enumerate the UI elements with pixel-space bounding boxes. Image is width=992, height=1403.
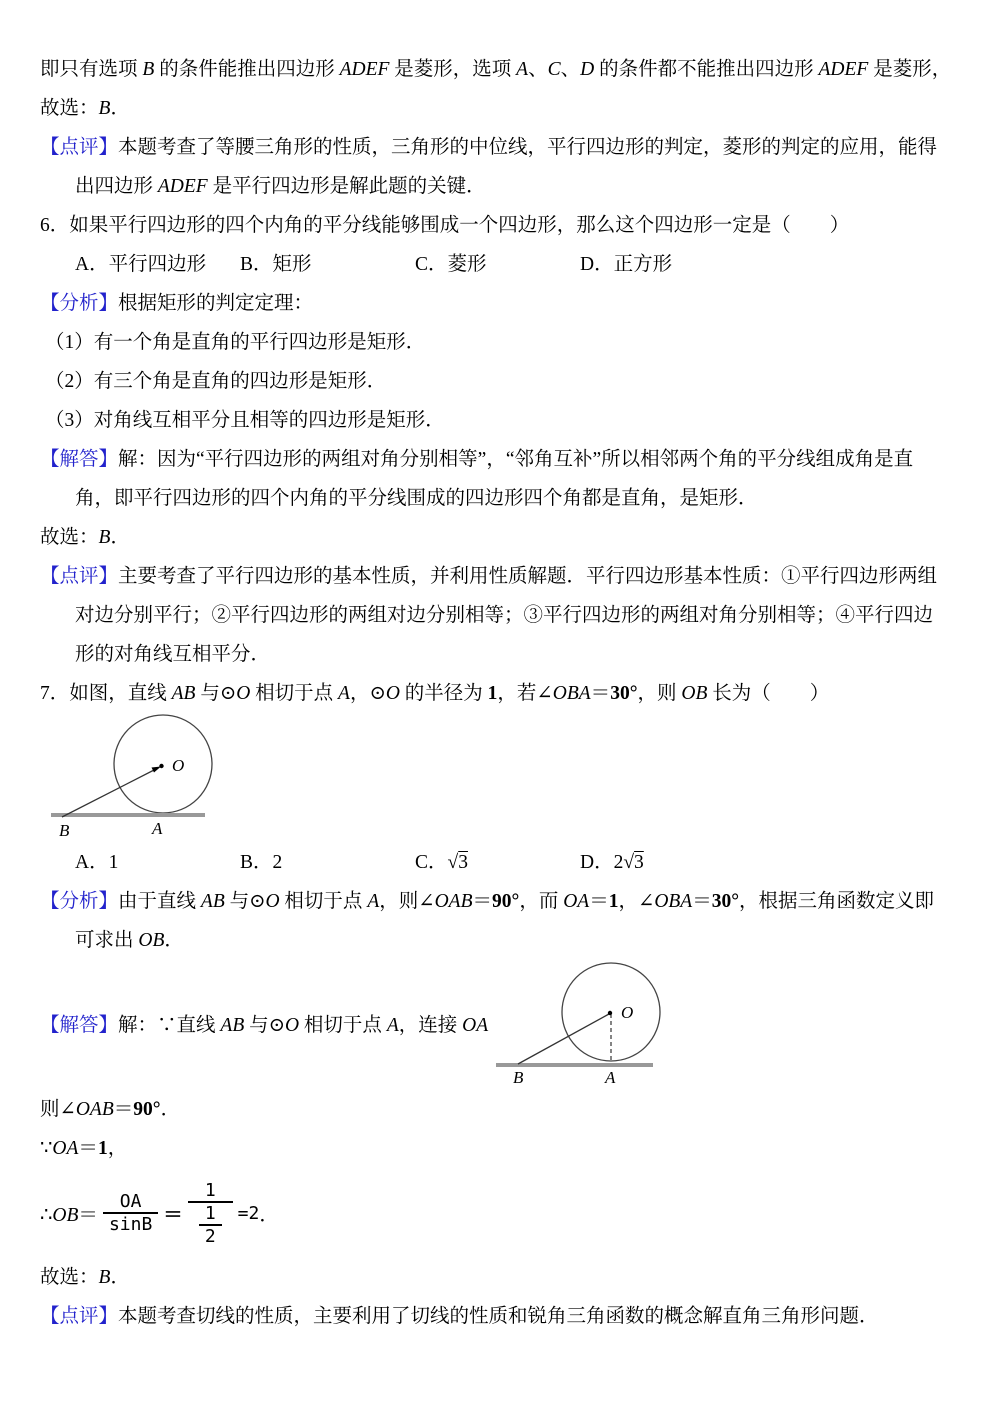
solution-row-q7	[40, 960, 952, 1090]
text-run: ，连接	[398, 1014, 463, 1036]
text-run: OA	[462, 1014, 489, 1036]
text-run: B．2	[240, 852, 283, 873]
text-run: 30°	[610, 683, 638, 704]
text-run: 本题考查切线的性质，主要利用了切线的性质和锐角三角函数的概念解直角三角形问题．	[118, 1306, 879, 1327]
text-run: 、	[528, 59, 548, 80]
analysis-item-1	[45, 323, 952, 362]
section-label: 【点评】	[40, 566, 119, 587]
comment-paragraph-q5	[40, 128, 952, 206]
center-dot	[159, 764, 163, 768]
text-run: OB	[52, 1205, 79, 1226]
text-run: OBA	[552, 683, 591, 704]
text-run: ＝	[113, 1099, 134, 1120]
formula-ob	[40, 1168, 952, 1258]
equals-sign: ＝	[163, 1205, 183, 1226]
text-run: 7．如图，直线	[40, 683, 172, 704]
text-run: 是菱形，	[868, 59, 952, 80]
text-run: 3	[458, 852, 468, 873]
analysis-paragraph-q7	[40, 882, 952, 960]
comment-paragraph-q6	[40, 557, 952, 674]
text-run: OAB	[434, 891, 473, 912]
answer-line-q7	[40, 1258, 952, 1297]
text-run: OB	[138, 930, 165, 951]
text-run: ADEF	[157, 176, 208, 197]
deduction-line-oa	[40, 1129, 952, 1168]
text-run: 由于直线	[118, 891, 201, 912]
text-run: 、	[560, 59, 581, 80]
options-row-q6	[40, 245, 952, 284]
text-run: AB	[220, 1014, 245, 1036]
text-run: ．	[160, 1099, 181, 1120]
text-run: ，⊙	[349, 683, 386, 704]
conclusion-paragraph-q5	[40, 50, 952, 89]
text-run: 的条件能推出四边形	[154, 59, 340, 80]
section-label: 【点评】	[40, 137, 119, 158]
text-run: 长为（ ）	[707, 683, 830, 704]
fraction-denominator	[188, 1203, 233, 1247]
text-run: 主要考查了平行四边形的基本性质，并利用性质解题．平行四边形基本性质：①平行四边形两组对边分别平行；②平行四边形的两组对边分别相等；③平行四边形的两组对角分别相等；④平行四边形的对角线互相平分．	[75, 566, 938, 665]
comment-paragraph-q7	[40, 1297, 952, 1336]
label-o: O	[621, 1002, 634, 1022]
fraction-oa-over-sinb	[103, 1191, 158, 1235]
label-b: B	[59, 821, 70, 840]
circle-o	[114, 715, 212, 813]
text-run: C．	[415, 852, 448, 873]
text-run: O	[284, 1014, 300, 1036]
section-label: 【解答】	[40, 1014, 119, 1036]
solution-paragraph-q6	[40, 440, 952, 518]
text-run: 解：∵直线	[118, 1014, 221, 1036]
analysis-item-2	[45, 362, 952, 401]
text-run: ．	[110, 98, 130, 119]
text-run: √	[447, 852, 459, 873]
text-run: A	[516, 59, 529, 80]
text-run: OBA	[654, 891, 693, 912]
analysis-paragraph-q6	[40, 284, 952, 323]
text-run: OA	[52, 1138, 79, 1159]
text-run: B	[98, 98, 111, 119]
text-run: 根据矩形的判定定理：	[118, 293, 314, 314]
question-6	[40, 206, 952, 245]
option-q7-b	[240, 843, 282, 882]
text-run: ，根据三角函数定义即可求出	[75, 891, 935, 951]
figure-q7-statement	[48, 713, 952, 843]
text-run: 相切于点	[250, 683, 339, 704]
text-run: 解：因为“平行四边形的两组对角分别相等”，“邻角互补”所以相邻两个角的平分线组成角是直角，即平行四边形的四个内角的平分线围成的四边形四个角都是直角，是矩形．	[75, 449, 914, 509]
center-dot	[608, 1010, 612, 1014]
fraction-numerator: OA	[103, 1191, 158, 1214]
label-b: B	[513, 1067, 524, 1087]
text-run: 90°	[133, 1099, 161, 1120]
text-run: ＝	[472, 891, 492, 912]
text-run: C	[547, 59, 561, 80]
text-run: B	[98, 1267, 111, 1288]
text-run: 与⊙	[224, 891, 266, 912]
arrowhead-to-o	[152, 767, 162, 773]
text-run: O	[385, 683, 400, 704]
text-run: （2）有三个角是直角的四边形是矩形．	[45, 371, 387, 392]
text-run: 的半径为	[399, 683, 488, 704]
text-run: OA	[563, 891, 590, 912]
section-label: 【点评】	[40, 1306, 119, 1327]
text-run: AB	[200, 891, 225, 912]
fraction-denominator: sinB	[108, 1214, 153, 1235]
analysis-item-3	[45, 401, 952, 440]
text-run: B	[142, 59, 155, 80]
solution-text-q7	[40, 1006, 488, 1045]
fraction-denominator: 2	[204, 1225, 216, 1247]
fraction-nested	[188, 1180, 233, 1247]
text-run: 90°	[492, 891, 520, 912]
text-run: D．2	[580, 852, 624, 873]
text-run: ，则	[637, 683, 682, 704]
text-run: 则∠	[40, 1099, 76, 1120]
text-run: ，则∠	[379, 891, 435, 912]
text-run: B．矩形	[240, 254, 312, 275]
text-run: 1	[487, 683, 498, 704]
formula-prefix	[40, 1199, 98, 1227]
text-run: 故选：	[40, 98, 99, 119]
text-run: 6．如果平行四边形的四个内角的平分线能够围成一个四边形，那么这个四边形一定是（ ）	[40, 215, 850, 236]
text-run: ，而	[519, 891, 564, 912]
text-run: 3	[634, 852, 644, 873]
formula-period: ．	[259, 1205, 279, 1226]
text-run: A	[386, 1014, 399, 1036]
text-run: 1	[608, 891, 619, 912]
text-run: ，	[107, 1138, 128, 1159]
text-run: ＝	[78, 1138, 98, 1159]
text-run: 是平行四边形是解此题的关键．	[207, 176, 486, 197]
option-q6-d	[580, 245, 672, 284]
options-row-q7	[40, 843, 952, 882]
text-run: ＝	[589, 891, 609, 912]
text-run: A．1	[75, 852, 119, 873]
option-q7-d	[580, 843, 644, 882]
formula-result: =2	[237, 1202, 260, 1224]
text-run: ＝	[590, 683, 611, 704]
answer-line-q6	[40, 518, 952, 557]
text-run: 故选：	[40, 527, 99, 548]
fraction-numerator: 1	[188, 1180, 233, 1203]
text-run: ADEF	[818, 59, 869, 80]
deduction-line-oab	[40, 1090, 952, 1129]
label-o: O	[172, 756, 185, 775]
text-run: 是菱形，选项	[389, 59, 517, 80]
text-run: ．	[110, 527, 130, 548]
text-run: O	[236, 683, 251, 704]
section-label: 【解答】	[40, 449, 119, 470]
text-run: ，∠	[618, 891, 655, 912]
text-run: A	[367, 891, 380, 912]
tangent-circle-diagram-1	[48, 713, 218, 843]
text-run: 与⊙	[195, 683, 237, 704]
option-q6-c	[415, 245, 487, 284]
option-q7-c	[415, 843, 468, 882]
section-label: 【分析】	[40, 293, 119, 314]
text-run: 本题考查了等腰三角形的性质，三角形的中位线，平行四边形的判定，菱形的判定的应用，能得出四边形	[75, 137, 938, 197]
label-a: A	[152, 819, 163, 838]
text-run: 故选：	[40, 1267, 99, 1288]
text-run: O	[265, 891, 280, 912]
text-run: 即只有选项	[40, 59, 143, 80]
option-q7-a	[75, 843, 118, 882]
text-run: ADEF	[339, 59, 390, 80]
text-run: ＝	[78, 1205, 98, 1226]
segment-bo	[62, 769, 156, 817]
section-label: 【分析】	[40, 891, 119, 912]
text-run: 相切于点	[279, 891, 368, 912]
option-q6-b	[240, 245, 312, 284]
text-run: 的条件都不能推出四边形	[594, 59, 819, 80]
text-run: （3）对角线互相平分且相等的四边形是矩形．	[45, 410, 445, 431]
text-run: （1）有一个角是直角的平行四边形是矩形．	[45, 332, 426, 353]
text-run: ＝	[692, 891, 712, 912]
text-run: B	[98, 527, 111, 548]
text-run: ∵	[40, 1138, 53, 1159]
text-run: 相切于点	[299, 1014, 387, 1036]
text-run: ，若∠	[497, 683, 553, 704]
text-run: ．	[110, 1267, 130, 1288]
text-run: ∴	[40, 1205, 53, 1226]
answer-line-q5	[40, 89, 952, 128]
text-run: 与⊙	[244, 1014, 285, 1036]
text-run: AB	[171, 683, 196, 704]
text-run: A．平行四边形	[75, 254, 207, 275]
fraction-one-half	[199, 1203, 222, 1247]
tangent-circle-diagram-2	[488, 962, 663, 1089]
text-run: C．菱形	[415, 254, 487, 275]
text-run: D	[580, 59, 595, 80]
text-run: OB	[681, 683, 708, 704]
option-q6-a	[75, 245, 206, 284]
label-a: A	[605, 1067, 616, 1087]
text-run: √	[623, 852, 635, 873]
text-run: D．正方形	[580, 254, 673, 275]
question-7	[40, 674, 952, 713]
text-run: OAB	[75, 1099, 114, 1120]
text-run: 30°	[711, 891, 740, 912]
text-run: 1	[97, 1138, 108, 1159]
text-run: A	[338, 683, 350, 704]
text-run: ．	[164, 930, 184, 951]
fraction-numerator: 1	[199, 1203, 222, 1226]
